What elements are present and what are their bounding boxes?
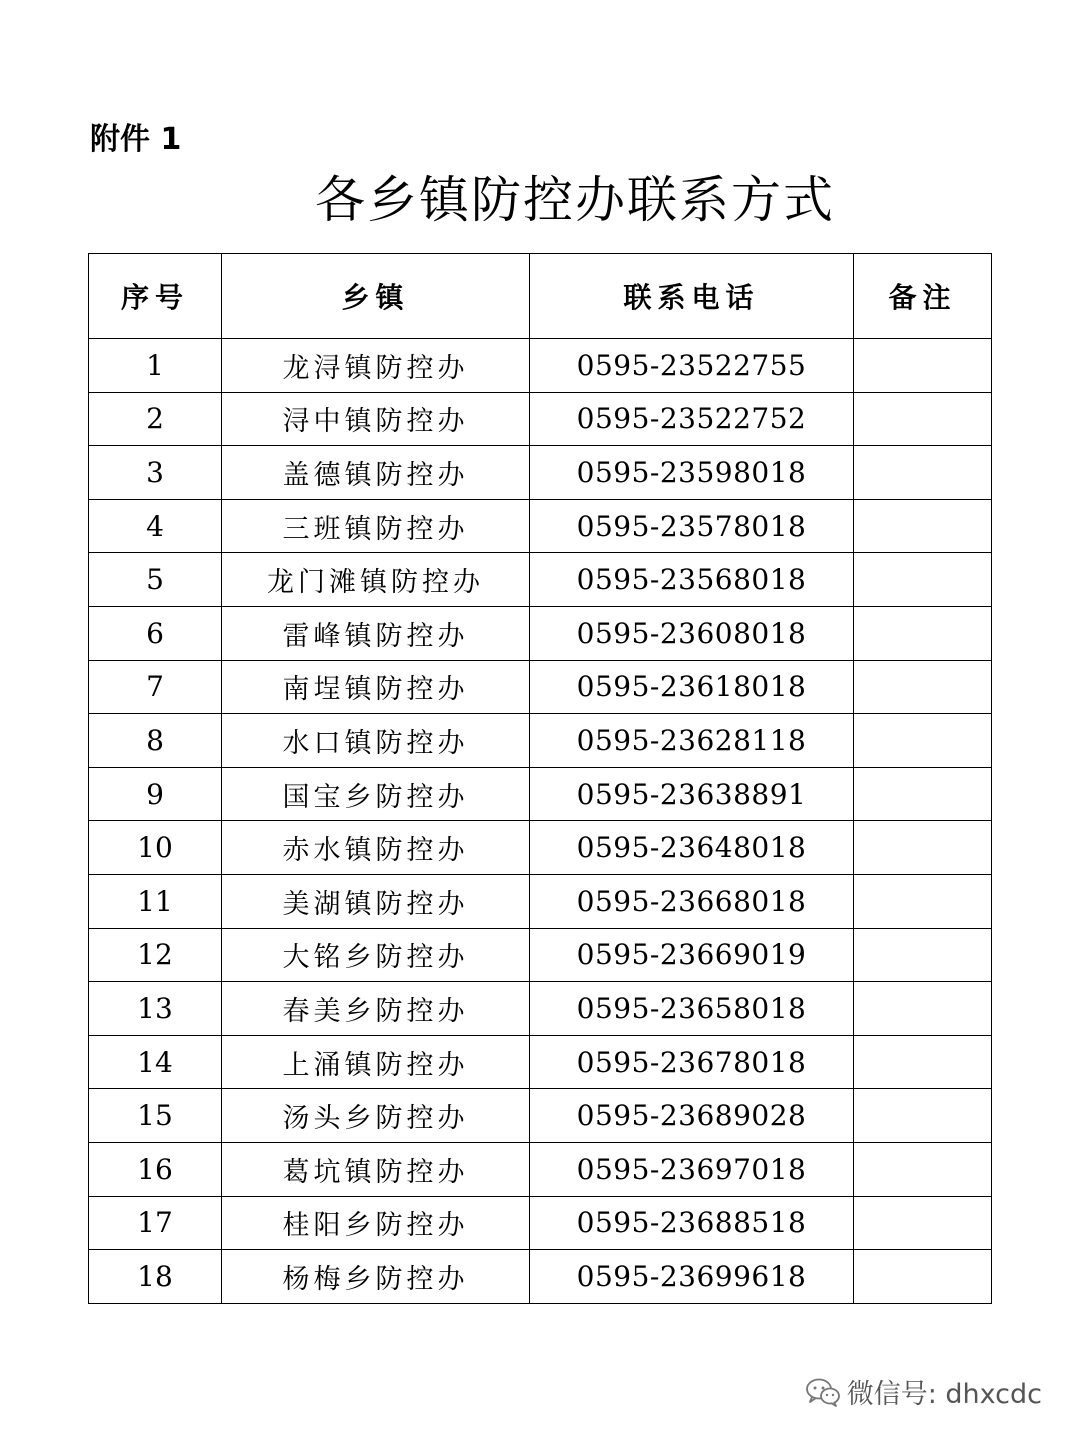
- header-remark: 备注: [854, 254, 992, 339]
- cell-town: 杨梅乡防控办: [222, 1250, 530, 1304]
- cell-remark: [854, 1196, 992, 1250]
- cell-phone: 0595-23628118: [530, 714, 854, 768]
- table-row: [89, 821, 992, 875]
- cell-remark: [854, 392, 992, 446]
- cell-remark: [854, 982, 992, 1036]
- cell-no: 8: [89, 714, 222, 768]
- cell-phone: 0595-23689028: [530, 1089, 854, 1143]
- cell-town: 上涌镇防控办: [222, 1035, 530, 1089]
- cell-remark: [854, 821, 992, 875]
- table-row: [89, 660, 992, 714]
- table-row: [89, 499, 992, 553]
- cell-no: 10: [89, 821, 222, 875]
- cell-phone: 0595-23522755: [530, 339, 854, 393]
- watermark-text: 微信号: dhxcdc: [846, 1379, 1042, 1410]
- table-row: [89, 714, 992, 768]
- cell-town: 葛坑镇防控办: [222, 1142, 530, 1196]
- cell-town: 桂阳乡防控办: [222, 1196, 530, 1250]
- cell-no: 9: [89, 767, 222, 821]
- cell-no: 5: [89, 553, 222, 607]
- table-row: [89, 1089, 992, 1143]
- cell-town: 龙浔镇防控办: [222, 339, 530, 393]
- cell-phone: 0595-23697018: [530, 1142, 854, 1196]
- cell-remark: [854, 660, 992, 714]
- cell-remark: [854, 606, 992, 660]
- table-row: [89, 928, 992, 982]
- cell-town: 三班镇防控办: [222, 499, 530, 553]
- table-row: [89, 982, 992, 1036]
- header-town: 乡镇: [222, 254, 530, 339]
- cell-remark: [854, 446, 992, 500]
- table-body: [89, 339, 992, 1304]
- cell-phone: 0595-23618018: [530, 660, 854, 714]
- cell-remark: [854, 767, 992, 821]
- cell-town: 龙门滩镇防控办: [222, 553, 530, 607]
- table-header-row: [89, 254, 992, 339]
- cell-no: 1: [89, 339, 222, 393]
- cell-no: 17: [89, 1196, 222, 1250]
- cell-town: 水口镇防控办: [222, 714, 530, 768]
- cell-phone: 0595-23638891: [530, 767, 854, 821]
- table-row: [89, 1250, 992, 1304]
- cell-no: 7: [89, 660, 222, 714]
- cell-remark: [854, 1089, 992, 1143]
- cell-phone: 0595-23678018: [530, 1035, 854, 1089]
- cell-phone: 0595-23568018: [530, 553, 854, 607]
- table-row: [89, 1035, 992, 1089]
- cell-remark: [854, 1142, 992, 1196]
- cell-no: 4: [89, 499, 222, 553]
- cell-remark: [854, 553, 992, 607]
- cell-phone: 0595-23688518: [530, 1196, 854, 1250]
- cell-phone: 0595-23669019: [530, 928, 854, 982]
- cell-no: 6: [89, 606, 222, 660]
- cell-town: 浔中镇防控办: [222, 392, 530, 446]
- cell-town: 赤水镇防控办: [222, 821, 530, 875]
- cell-no: 14: [89, 1035, 222, 1089]
- page-title: 各乡镇防控办联系方式: [315, 171, 835, 229]
- cell-phone: 0595-23668018: [530, 874, 854, 928]
- cell-remark: [854, 339, 992, 393]
- table-row: [89, 606, 992, 660]
- cell-remark: [854, 928, 992, 982]
- cell-remark: [854, 1250, 992, 1304]
- cell-phone: 0595-23578018: [530, 499, 854, 553]
- cell-town: 春美乡防控办: [222, 982, 530, 1036]
- cell-town: 美湖镇防控办: [222, 874, 530, 928]
- cell-town: 雷峰镇防控办: [222, 606, 530, 660]
- cell-remark: [854, 499, 992, 553]
- cell-phone: 0595-23699618: [530, 1250, 854, 1304]
- cell-remark: [854, 714, 992, 768]
- wechat-icon: [805, 1377, 841, 1407]
- attachment-label: 附件 1: [90, 122, 182, 157]
- cell-phone: 0595-23522752: [530, 392, 854, 446]
- table-row: [89, 767, 992, 821]
- watermark: [805, 1372, 1042, 1411]
- cell-no: 13: [89, 982, 222, 1036]
- cell-town: 汤头乡防控办: [222, 1089, 530, 1143]
- cell-no: 12: [89, 928, 222, 982]
- cell-no: 3: [89, 446, 222, 500]
- cell-town: 国宝乡防控办: [222, 767, 530, 821]
- cell-no: 16: [89, 1142, 222, 1196]
- header-phone: 联系电话: [530, 254, 854, 339]
- table-row: [89, 553, 992, 607]
- table-row: [89, 446, 992, 500]
- table-row: [89, 392, 992, 446]
- header-no: 序号: [89, 254, 222, 339]
- cell-town: 盖德镇防控办: [222, 446, 530, 500]
- table-row: [89, 339, 992, 393]
- cell-no: 11: [89, 874, 222, 928]
- cell-phone: 0595-23658018: [530, 982, 854, 1036]
- table-row: [89, 874, 992, 928]
- cell-remark: [854, 874, 992, 928]
- cell-town: 大铭乡防控办: [222, 928, 530, 982]
- cell-phone: 0595-23608018: [530, 606, 854, 660]
- cell-no: 18: [89, 1250, 222, 1304]
- cell-remark: [854, 1035, 992, 1089]
- table-row: [89, 1142, 992, 1196]
- cell-no: 2: [89, 392, 222, 446]
- cell-no: 15: [89, 1089, 222, 1143]
- cell-phone: 0595-23648018: [530, 821, 854, 875]
- table-row: [89, 1196, 992, 1250]
- cell-town: 南埕镇防控办: [222, 660, 530, 714]
- cell-phone: 0595-23598018: [530, 446, 854, 500]
- contacts-table: [88, 253, 992, 1304]
